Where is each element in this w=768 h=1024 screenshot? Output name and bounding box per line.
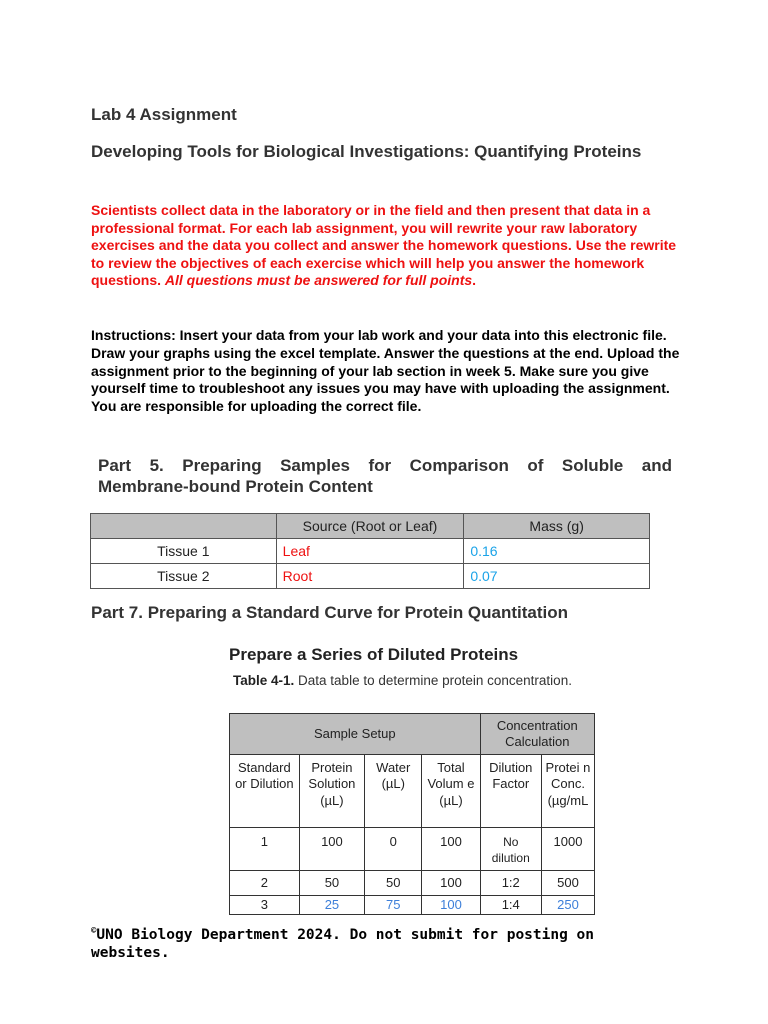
intro-end: . <box>472 272 477 289</box>
part5-word: Preparing <box>182 456 262 475</box>
column-header: Total Volum e (µL) <box>422 755 480 828</box>
table-header-cell: Source (Root or Leaf) <box>276 514 464 539</box>
assignment-subtitle: Developing Tools for Biological Investigations: Quantifying Proteins <box>91 142 642 161</box>
table-cell[interactable]: 75 <box>365 896 422 915</box>
table-cell: 1:4 <box>480 896 541 915</box>
mass-cell[interactable]: 0.16 <box>464 539 650 564</box>
table-header-cell <box>91 514 277 539</box>
tissue-cell: Tissue 1 <box>91 539 277 564</box>
column-header: Protein Solution (µL) <box>299 755 365 828</box>
group-header-row <box>230 714 595 755</box>
table-cell[interactable]: 100 <box>422 896 480 915</box>
column-header: Standard or Dilution <box>230 755 300 828</box>
part5-word: Comparison <box>409 456 509 475</box>
table-cell: 100 <box>422 828 480 871</box>
table-row <box>91 539 650 564</box>
copyright-text: UNO Biology Department 2024. Do not submit for posting on websites. <box>91 927 595 961</box>
part5-heading-line1 <box>98 455 672 476</box>
part5-heading <box>98 455 672 497</box>
part5-word: Part <box>98 456 132 475</box>
part5-word: Soluble <box>561 456 624 475</box>
part5-word: for <box>368 456 392 475</box>
table-row <box>91 564 650 589</box>
tissue-mass-table <box>90 513 650 589</box>
part5-word: 5. <box>149 456 164 475</box>
table-row <box>230 896 595 915</box>
table-cell: No dilution <box>480 828 541 871</box>
intro-paragraph <box>91 202 681 290</box>
table-header-cell: Mass (g) <box>464 514 650 539</box>
source-cell[interactable]: Root <box>276 564 464 589</box>
concentration-header: Concentration Calculation <box>480 714 594 755</box>
assignment-title: Lab 4 Assignment <box>91 105 237 124</box>
table-cell: 100 <box>422 871 480 896</box>
instructions-paragraph: Instructions: Insert your data from your lab work and your data into this electronic file. Draw your graphs using the excel template. Answer the questions at the end. Upload the assignment prior to the beginning of your lab section in week 5. Make sure you give yourself time to troubleshoot any issues you may have with uploading the assignment. You are responsible for uploading the correct file. <box>91 327 680 415</box>
mass-cell[interactable]: 0.07 <box>464 564 650 589</box>
part5-word: of <box>527 456 544 475</box>
table-cell[interactable]: 250 <box>541 896 594 915</box>
dilution-subheading: Prepare a Series of Diluted Proteins <box>229 645 519 664</box>
table-cell: 1 <box>230 828 300 871</box>
caption-label: Table 4-1. <box>233 673 295 688</box>
caption-text: Data table to determine protein concentration. <box>294 673 572 688</box>
sample-setup-header: Sample Setup <box>230 714 481 755</box>
table-row <box>230 828 595 871</box>
table-cell: 3 <box>230 896 300 915</box>
part7-heading: Part 7. Preparing a Standard Curve for Protein Quantitation <box>91 603 569 622</box>
copyright-footer <box>91 922 651 962</box>
column-header: Water (µL) <box>365 755 422 828</box>
tissue-cell: Tissue 2 <box>91 564 277 589</box>
table-cell[interactable]: 25 <box>299 896 365 915</box>
table-cell: 2 <box>230 871 300 896</box>
table-caption <box>233 673 572 688</box>
table-cell: 50 <box>299 871 365 896</box>
part5-word: Samples <box>280 456 351 475</box>
column-header: Protei n Conc. (µg/mL <box>541 755 594 828</box>
table-cell: 500 <box>541 871 594 896</box>
source-cell[interactable]: Leaf <box>276 539 464 564</box>
table-cell: 1:2 <box>480 871 541 896</box>
table-cell: 100 <box>299 828 365 871</box>
table-row <box>230 871 595 896</box>
table-cell: 0 <box>365 828 422 871</box>
column-header: Dilution Factor <box>480 755 541 828</box>
copyright-symbol: © <box>91 926 97 936</box>
table-cell: 1000 <box>541 828 594 871</box>
intro-text: Scientists collect data in the laboratory or in the field and then present that data in a professional format. For each lab assignment, you will rewrite your raw laboratory exercises and the data you collect and answer the homework questions. Use the rewrite to review the objectives of each exercise which will help you answer the homework questions. <box>91 202 677 289</box>
intro-emphasis: All questions must be answered for full points <box>164 272 473 289</box>
dilution-table <box>229 713 595 915</box>
part5-heading-line2: Membrane-bound Protein Content <box>98 477 373 496</box>
table-cell: 50 <box>365 871 422 896</box>
table-header-row <box>91 514 650 539</box>
column-header-row <box>230 755 595 828</box>
part5-word: and <box>641 456 672 475</box>
